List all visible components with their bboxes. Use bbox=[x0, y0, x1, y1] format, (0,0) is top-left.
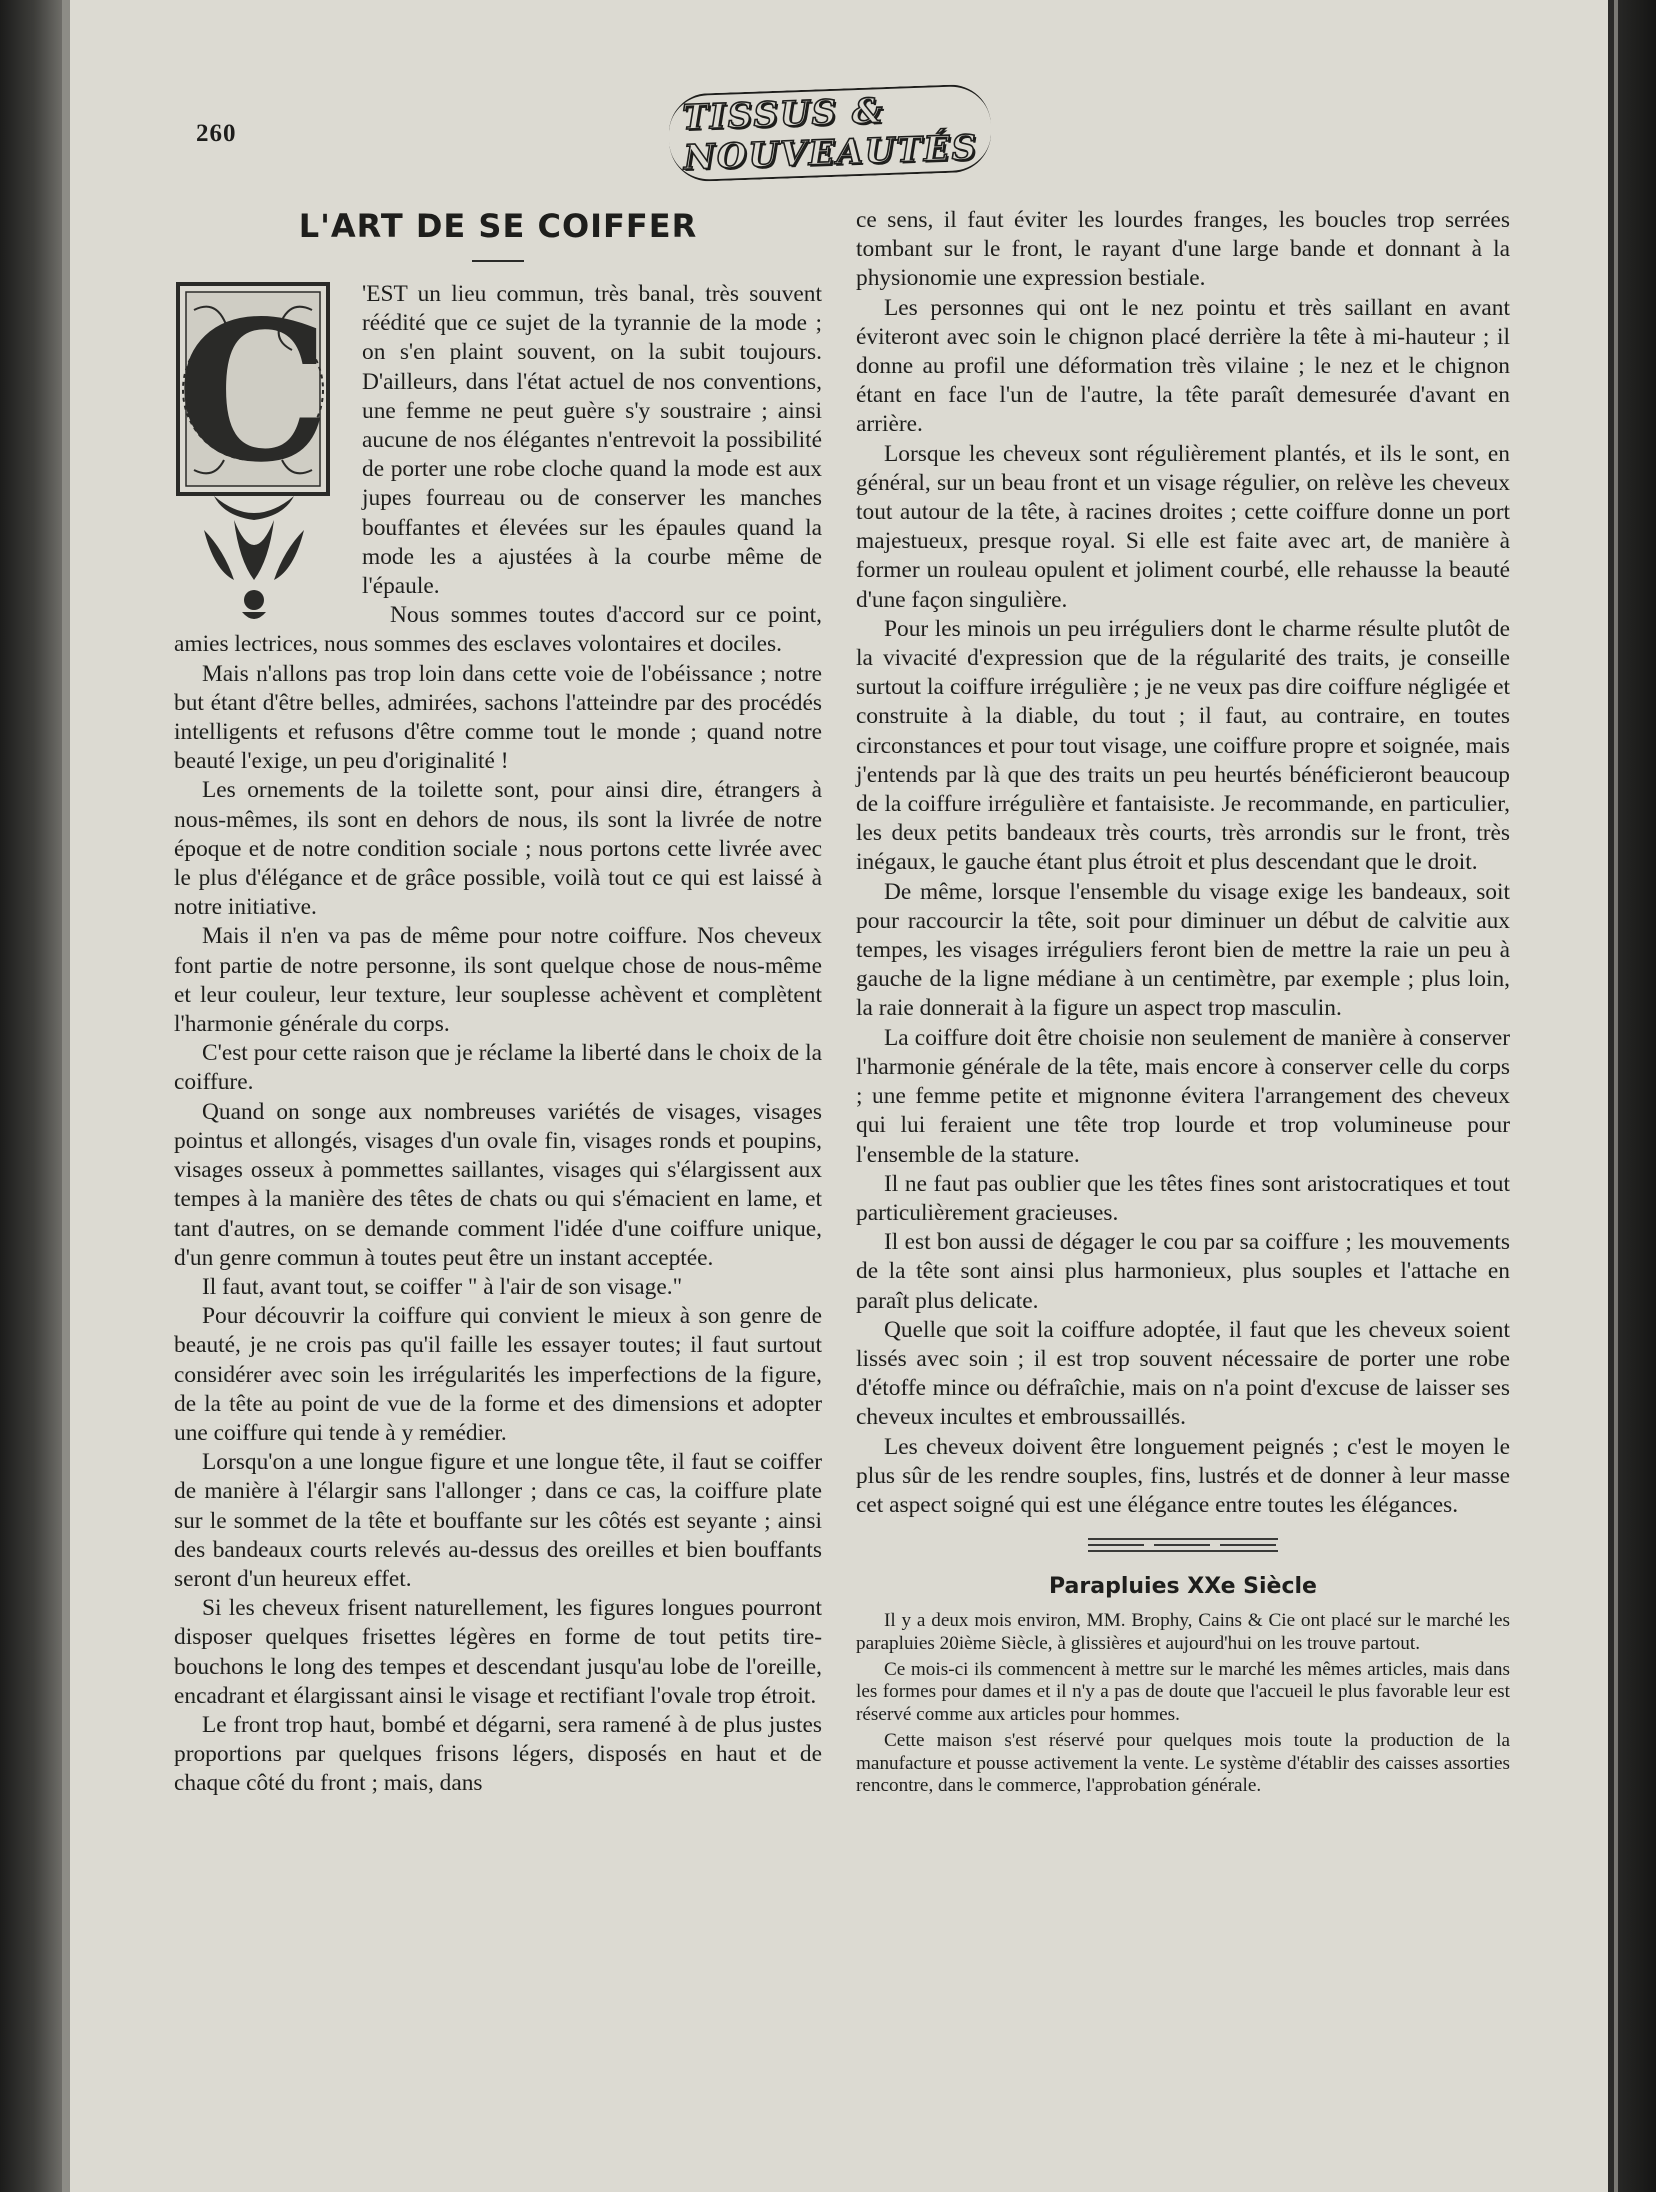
book-spine-shadow bbox=[0, 0, 62, 2192]
article-paragraph: 'EST un lieu commun, très banal, très souvent réédité que ce sujet de la tyrannie de la mode ; on s'en plaint souvent, on la subit toujours. D'ailleurs, dans l'état actuel de nos conventions, une femme ne peut guère s'y soustraire ; ainsi aucune de nos élégantes n'entrevoit la possibilité de porter une robe cloche quand la mode est aux jupes fourreau ou de conserver les manches bouffantes et élevées sur les épaules quand la mode les a ajustées à la courbe même de l'épaule. bbox=[362, 281, 822, 600]
article-paragraph: ce sens, il faut éviter les lourdes franges, les boucles trop serrées tombant sur le front, le rayant d'une large bande et donnant à la physionomie une expression bestiale. bbox=[856, 207, 1510, 292]
article-paragraph: Il est bon aussi de dégager le cou par sa coiffure ; les mouvements de la tête sont ainsi plus harmonieux, plus souples et l'attache en paraît plus delicate. bbox=[856, 1229, 1510, 1314]
article-paragraph: La coiffure doit être choisie non seulement de manière à conserver l'harmonie générale de la tête, mais encore à conserver celle du corps ; une femme petite et mignonne évitera l'arrangement des cheveux qui lui feraient une tête trop lourde et trop volumineuse pour l'ensemble de la stature. bbox=[856, 1024, 1510, 1168]
article-paragraph: Lorsque les cheveux sont régulièrement plantés, et ils le sont, en général, sur un beau front et un visage régulier, on relève les cheveux tout autour de la tête, à racines droites ; cette coiffure donne un port majestueux, presque royal. Si elle est faite avec art, de manière à former un rouleau opulent et joliment courbé, elle rehausse la beauté d'une façon singulière. bbox=[856, 440, 1510, 613]
notice-paragraph: Cette maison s'est réservé pour quelques mois toute la production de la manufacture et pousse activement la vente. Le système d'établir des caisses assorties rencontre, dans le commerce, l'approbation générale. bbox=[856, 1730, 1510, 1796]
masthead-logo bbox=[681, 91, 979, 179]
section-divider bbox=[1088, 1538, 1278, 1552]
article-paragraph: Si les cheveux frisent naturellement, les figures longues pourront disposer quelques frisettes légères en forme de tout petits tire-bouchons le long des tempes et descendant jusqu'au lobe de l'oreille, encadrant et élargissant ainsi le visage et rectifiant l'ovale trop étroit. bbox=[174, 1595, 822, 1709]
article-paragraph: Pour découvrir la coiffure qui convient le mieux à son genre de beauté, je ne crois pas qu'il faille les essayer toutes; il faut surtout considérer avec soin les irrégularités les imperfections de la figure, de la tête au point de vue de la forme et des dimensions et adopter une coiffure qui tende à y remédier. bbox=[174, 1303, 822, 1446]
article-paragraph: Mais il n'en va pas de même pour notre coiffure. Nos cheveux font partie de notre personne, ils sont quelque chose de nous-même et leur couleur, leur texture, leur souplesse achèvent et complètent l'harmonie générale du corps. bbox=[174, 923, 822, 1038]
article-paragraph: Le front trop haut, bombé et dégarni, sera ramené à de plus justes proportions par quelques frisons légers, disposés en haut et de chaque côté du front ; mais, dans bbox=[174, 1711, 822, 1797]
article-paragraph: De même, lorsque l'ensemble du visage exige les bandeaux, soit pour raccourcir la tête, soit pour diminuer un début de calvitie aux tempes, les visages irréguliers feront bien de mettre la raie un peu à gauche de la ligne médiane à un centimètre, par exemple ; plus loin, la raie donnerait à la figure un aspect trop masculin. bbox=[856, 878, 1510, 1022]
article-paragraph: Il faut, avant tout, se coiffer " à l'air de son visage." bbox=[202, 1273, 683, 1300]
title-rule bbox=[472, 260, 524, 262]
article-paragraph: Quand on songe aux nombreuses variétés de visages, visages pointus et allongés, visages d'un ovale fin, visages ronds et poupins, visages osseux à pommettes saillantes, visages qui s'élargissent aux tempes à la manière des têtes de chats ou qui s'émacient en lame, et tant d'autres, on se demande comment l'idée d'une coiffure unique, d'un genre commun à toutes peut être un instant acceptée. bbox=[174, 1098, 822, 1271]
article-paragraph: Nous sommes toutes d'accord sur ce point, amies lectrices, nous sommes des esclaves volontaires et dociles. bbox=[174, 602, 822, 658]
left-column bbox=[174, 206, 822, 1799]
notice-body bbox=[856, 1610, 1510, 1797]
page-number: 260 bbox=[196, 120, 237, 147]
article-paragraph: C'est pour cette raison que je réclame la liberté dans le choix de la coiffure. bbox=[174, 1040, 822, 1096]
drop-cap-letter: C bbox=[177, 280, 329, 503]
article-paragraph: Les personnes qui ont le nez pointu et très saillant en avant éviteront avec soin le chignon placé derrière la tête à mi-hauteur ; il donne au profil une déformation très vilaine ; le nez et le chignon étant en face l'un de l'autre, la tête paraît demesurée d'avant en arrière. bbox=[856, 294, 1510, 438]
page-right-edge bbox=[1608, 0, 1656, 2192]
notice-paragraph: Ce mois-ci ils commencent à mettre sur le marché les mêmes articles, mais dans les formes pour dames et il n'y a pas de doute que l'accueil le plus favorable leur est réservé comme aux articles pour hommes. bbox=[856, 1658, 1510, 1725]
article-paragraph: Quelle que soit la coiffure adoptée, il faut que les cheveux soient lissés avec soin ; il est trop souvent nécessaire de porter une robe d'étoffe mince ou défraîchie, mais on n'a point d'excuse de laisser ses cheveux incultes et embroussaillés. bbox=[856, 1316, 1510, 1431]
article-paragraph: Pour les minois un peu irréguliers dont le charme résulte plutôt de la vivacité d'expression que de la régularité des traits, je conseille surtout la coiffure irrégulière ; je ne veux pas dire coiffure négligée et construite à la diable, du tout ; il faut, au contraire, en toutes circonstances et pour tout visage, une coiffure propre et soignée, mais j'entends par là que des traits un peu heurtés bénéficieront beaucoup de la coiffure irrégulière et fantaisiste. Je recommande, en particulier, les deux petits bandeaux très courts, très arrondis sur le front, très inégaux, le gauche étant plus étroit et plus descendant que le droit. bbox=[856, 615, 1510, 876]
ornamental-drop-cap bbox=[174, 280, 352, 626]
article-paragraph: Il ne faut pas oublier que les têtes fines sont aristocratiques et tout particulièrement gracieuses. bbox=[856, 1170, 1510, 1226]
right-column bbox=[856, 206, 1510, 1801]
article-paragraph: Les ornements de la toilette sont, pour ainsi dire, étrangers à nous-mêmes, ils sont en dehors de nous, ils sont la livrée de notre époque et de notre condition sociale ; nous portons cette livrée avec le plus d'élégance et de grâce possible, voilà tout ce qui est laissé à notre initiative. bbox=[174, 777, 822, 921]
notice-title: Parapluies XXe Siècle bbox=[1049, 1574, 1317, 1600]
masthead-title: TISSUS & NOUVEAUTÉS bbox=[667, 83, 992, 182]
article-title: L'ART DE SE COIFFER bbox=[298, 207, 698, 245]
article-paragraph: Les cheveux doivent être longuement peignés ; c'est le moyen le plus sûr de les rendre souples, fins, lustrés et de donner à leur masse cet aspect soigné qui est une élégance entre toutes les élégances. bbox=[856, 1433, 1510, 1518]
article-paragraph: Mais n'allons pas trop loin dans cette voie de l'obéissance ; notre but étant d'être belles, admirées, sachons l'atteindre par des procédés intelligents et refusons d'être comme tout le monde ; quand notre beauté l'exige, un peu d'originalité ! bbox=[174, 660, 822, 775]
article-paragraph: Lorsqu'on a une longue figure et une longue tête, il faut se coiffer de manière à l'élargir sans l'allonger ; dans ce cas, la coiffure plate sur le sommet de la tête et bouffante sur les côtés est seyante ; ainsi des bandeaux courts relevés au-dessus des oreilles et bien bouffants seront d'un heureux effet. bbox=[174, 1449, 822, 1592]
notice-paragraph: Il y a deux mois environ, MM. Brophy, Cains & Cie ont placé sur le marché les parapluies 20ième Siècle, à glissières et aujourd'hui on les trouve partout. bbox=[856, 1610, 1510, 1654]
